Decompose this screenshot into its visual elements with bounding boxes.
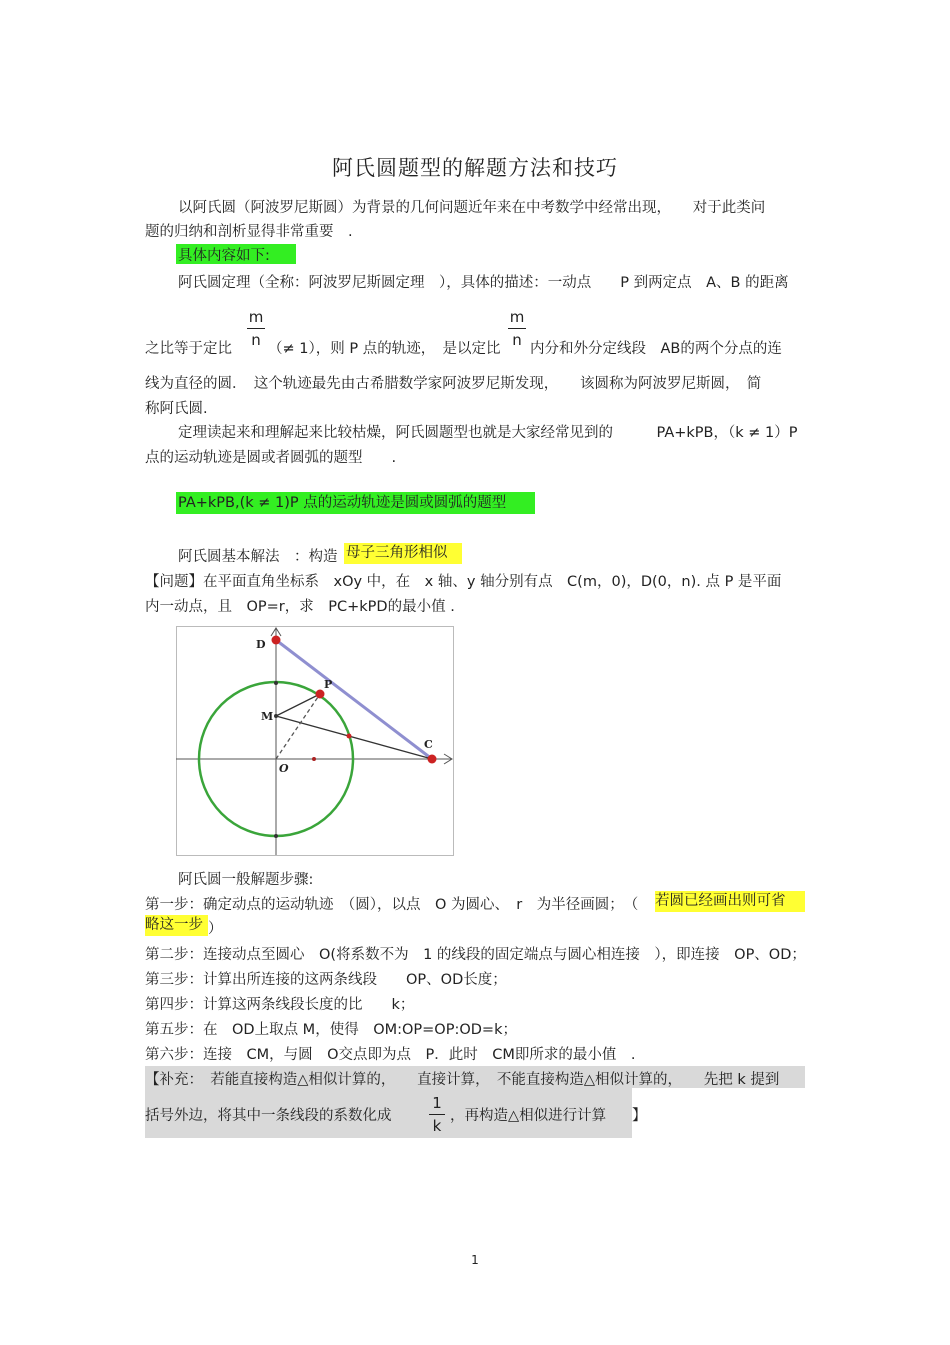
theorem-line-2a: 之比等于定比	[145, 341, 232, 357]
method-prefix: 阿氏圆基本解法 ：构造	[178, 549, 338, 565]
label-d: D	[256, 638, 266, 651]
step-2: 第二步：连接动点至圆心 O(将系数不为 1 的线段的固定端点与圆心相连接 ），即连接 OP、OD；	[145, 947, 806, 963]
step-3: 第三步：计算出所连接的这两条线段 OP、OD长度；	[145, 972, 507, 988]
highlight-heading: PA+kPB,(k ≠ 1)P 点的运动轨迹是圆或圆弧的题型	[176, 492, 535, 514]
point-bottom-circle	[274, 834, 278, 838]
step-5: 第五步：在 OD上取点 M，使得 OM:OP=OP:OD=k；	[145, 1022, 517, 1038]
fraction-numerator: 1	[432, 1094, 442, 1112]
label-c: C	[424, 738, 433, 751]
fraction-one-over-k	[429, 1094, 445, 1135]
step-1-prefix: 第一步：确定动点的运动轨迹 （圆），以点 O 为圆心、 r 为半径画圆； （	[145, 897, 639, 913]
supplement-line-2b: ，再构造△相似进行计算	[450, 1108, 607, 1124]
point-d	[272, 636, 281, 645]
theorem-line-1: 阿氏圆定理（全称：阿波罗尼斯圆定理 ），具体的描述：一动点 P 到两定点 A、B 的距离	[178, 275, 789, 291]
figure-frame	[177, 627, 454, 856]
fraction-denominator: k	[432, 1117, 442, 1135]
point-intersection	[347, 734, 352, 739]
content-label: 具体内容如下:	[176, 244, 296, 264]
point-c	[428, 755, 437, 764]
fraction-denominator: n	[512, 331, 522, 349]
theorem-line-2b: （≠ 1），则 P 点的轨迹， 是以定比	[268, 341, 501, 357]
geometry-figure	[176, 626, 454, 856]
point-x-mark	[312, 757, 316, 761]
supplement-line-2c: 】	[632, 1108, 647, 1124]
intro-line-2: 题的归纳和剖析显得非常重要 .	[145, 224, 353, 240]
fraction-numerator: m	[248, 308, 264, 326]
method-highlight: 母子三角形相似	[344, 543, 462, 564]
theorem-line-3: 线为直径的圆． 这个轨迹最先由古希腊数学家阿波罗尼斯发现， 该圆称为阿波罗尼斯圆， 简	[145, 376, 762, 392]
explain-line-1: 定理读起来和理解起来比较枯燥，阿氏圆题型也就是大家经常见到的 PA+kPB，（k ≠ 1）P	[178, 425, 798, 441]
step-6: 第六步：连接 CM，与圆 O交点即为点 P．此时 CM即所求的最小值 .	[145, 1047, 636, 1063]
step-4: 第四步：计算这两条线段长度的比 k；	[145, 997, 415, 1013]
problem-line-1: 【问题】在平面直角坐标系 xOy 中，在 x 轴、y 轴分别有点 C(m，0)，D(0，n). 点 P 是平面	[145, 574, 782, 590]
step-1-highlight-a: 若圆已经画出则可省	[655, 891, 805, 912]
fraction-bar	[429, 1114, 445, 1115]
theorem-line-2c: 内分和外分定线段 AB的两个分点的连	[530, 341, 782, 357]
fraction-m-over-n-1	[247, 308, 265, 349]
label-p: P	[324, 678, 333, 691]
fraction-numerator: m	[509, 308, 525, 326]
point-m	[274, 714, 278, 718]
page-title: 阿氏圆题型的解题方法和技巧	[332, 156, 618, 180]
point-top-circle	[274, 681, 278, 685]
fraction-m-over-n-2	[508, 308, 526, 349]
page-number: 1	[471, 1253, 479, 1267]
intro-line-1: 以阿氏圆（阿波罗尼斯圆）为背景的几何问题近年来在中考数学中经常出现， 对于此类问	[178, 200, 766, 216]
label-m: M	[261, 710, 274, 723]
explain-line-2: 点的运动轨迹是圆或者圆弧的题型 .	[145, 450, 397, 466]
steps-title: 阿氏圆一般解题步骤:	[178, 872, 314, 888]
label-o: O	[279, 762, 289, 775]
step-1-highlight-b: 略这一步	[145, 915, 208, 936]
theorem-line-4: 称阿氏圆.	[145, 401, 208, 417]
fraction-bar	[247, 328, 265, 329]
fraction-denominator: n	[251, 331, 261, 349]
fraction-bar	[508, 328, 526, 329]
problem-line-2: 内一动点，且 OP=r，求 PC+kPD的最小值 .	[145, 599, 455, 615]
step-1-suffix: ）	[208, 921, 223, 937]
supplement-line-1: 【补充： 若能直接构造△相似计算的， 直接计算， 不能直接构造△相似计算的， 先把 k 提到	[145, 1072, 780, 1088]
supplement-line-2a: 括号外边，将其中一条线段的系数化成	[145, 1108, 392, 1124]
